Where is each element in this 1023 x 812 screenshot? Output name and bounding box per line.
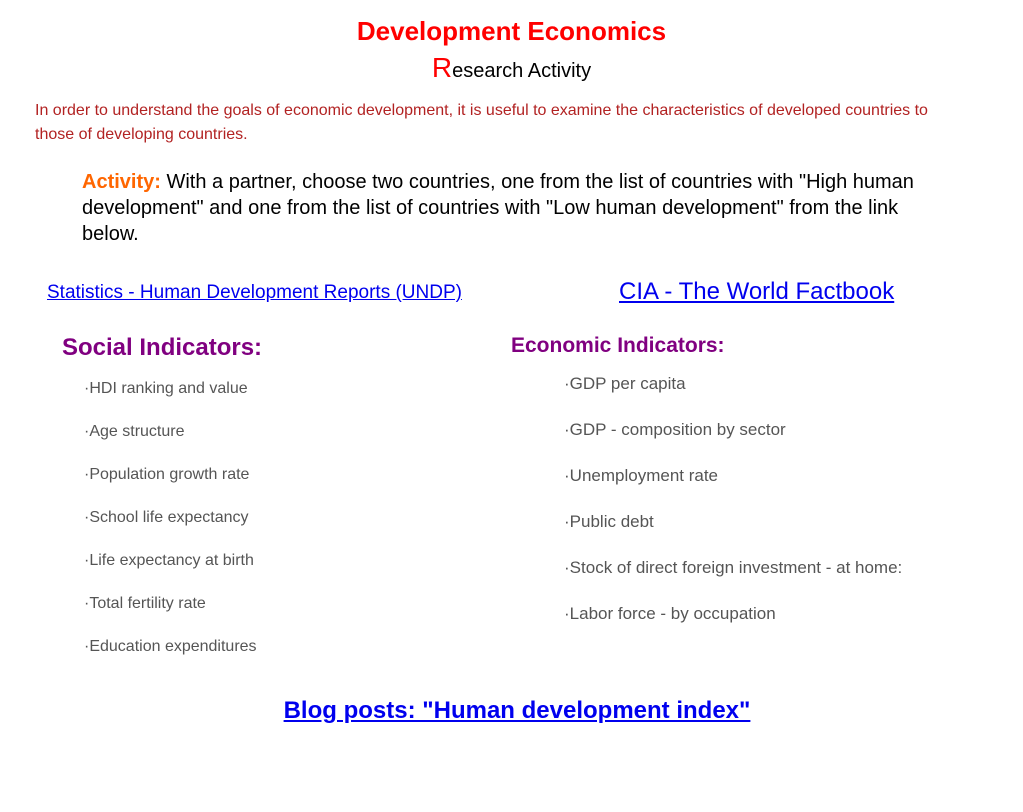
activity-paragraph bbox=[82, 169, 942, 247]
list-item: · Life expectancy at birth bbox=[84, 551, 257, 594]
blog-posts-link[interactable]: Blog posts: "Human development index" bbox=[283, 697, 751, 724]
economic-indicators-heading: Economic Indicators: bbox=[511, 334, 725, 357]
activity-text: With a partner, choose two countries, one from the list of countries with "High human development" and one from the list of countries with "Low human development" from the link below. bbox=[82, 171, 914, 245]
list-item: · Age structure bbox=[84, 422, 257, 465]
list-item: · GDP per capita bbox=[564, 372, 914, 395]
activity-label: Activity: bbox=[82, 171, 161, 193]
list-item: · GDP - composition by sector bbox=[564, 418, 914, 441]
subtitle-rest: esearch Activity bbox=[452, 60, 592, 82]
page-title: Development Economics bbox=[356, 16, 667, 46]
economic-indicators-list bbox=[564, 372, 914, 648]
list-item: · Labor force - by occupation bbox=[564, 602, 914, 625]
list-item: · Education expenditures bbox=[84, 637, 257, 680]
undp-link[interactable]: Statistics - Human Development Reports (UNDP) bbox=[47, 282, 462, 303]
social-indicators-heading: Social Indicators: bbox=[62, 334, 263, 361]
list-item: · Unemployment rate bbox=[564, 464, 914, 487]
list-item: · HDI ranking and value bbox=[84, 379, 257, 422]
list-item: · Total fertility rate bbox=[84, 594, 257, 637]
intro-paragraph: In order to understand the goals of economic development, it is useful to examine the characteristics of developed countries to those of developing countries. bbox=[35, 102, 928, 143]
list-item: · Public debt bbox=[564, 510, 914, 533]
list-item: · Stock of direct foreign investment - at home: bbox=[564, 556, 914, 579]
cia-factbook-link[interactable]: CIA - The World Factbook bbox=[619, 278, 895, 305]
list-item: · Population growth rate bbox=[84, 465, 257, 508]
list-item: · School life expectancy bbox=[84, 508, 257, 551]
social-indicators-list bbox=[84, 379, 257, 680]
subtitle-initial: R bbox=[431, 52, 453, 83]
page-subtitle bbox=[0, 52, 1023, 84]
